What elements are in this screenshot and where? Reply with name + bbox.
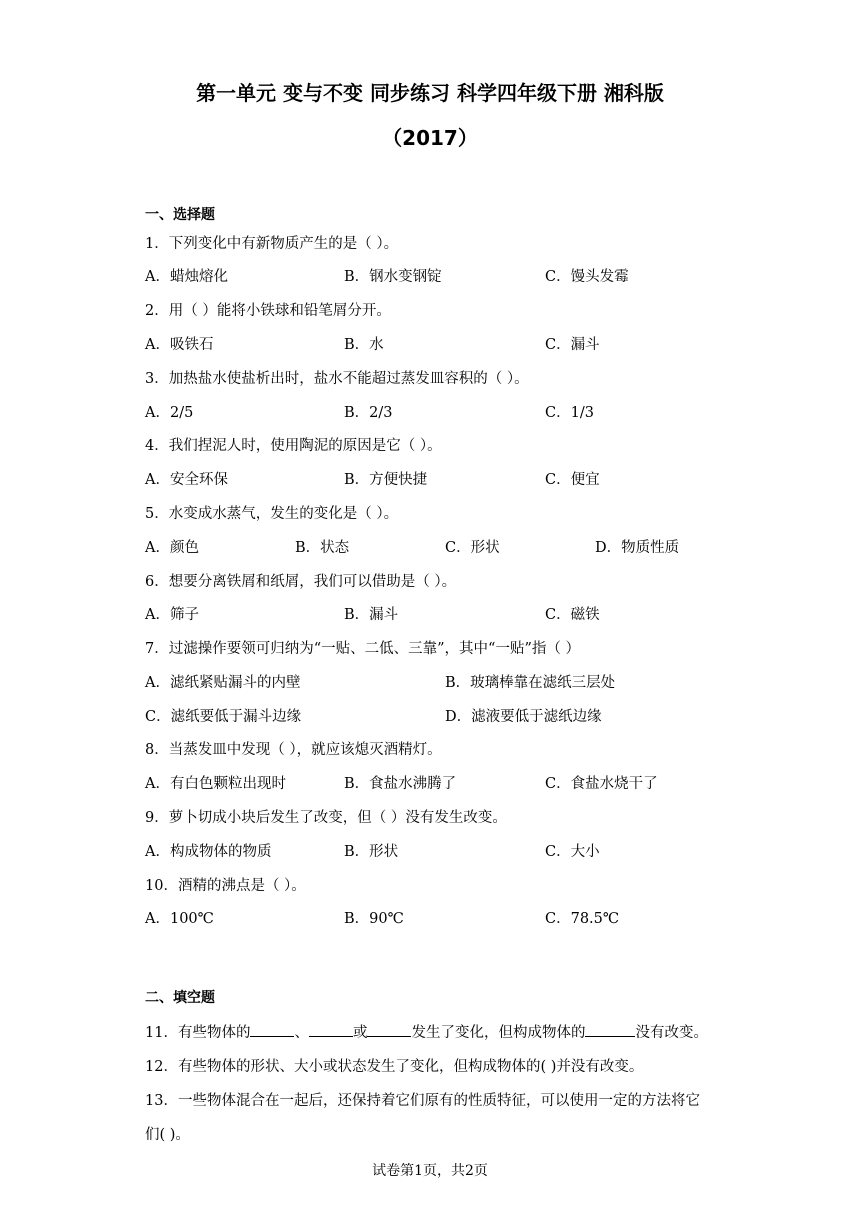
option-b: B．钢水变钢锭	[344, 269, 442, 285]
option-a: A．构成物体的物质	[145, 844, 272, 860]
answer-blank[interactable]	[585, 1021, 635, 1037]
option-a: A．颜色	[145, 540, 199, 556]
option-c: C．漏斗	[545, 337, 600, 353]
question-stem: 1．下列变化中有新物质产生的是（ ）。	[145, 236, 399, 252]
question-stem: 10．酒精的沸点是（ ）。	[145, 878, 306, 894]
option-a: A．蜡烛熔化	[145, 269, 228, 285]
answer-blank[interactable]	[250, 1021, 294, 1037]
option-a: A．100℃	[145, 911, 214, 927]
answer-blank[interactable]	[367, 1021, 411, 1037]
question-stem: 7．过滤操作要领可归纳为“一贴、二低、三靠”，其中“一贴”指（ ）	[145, 641, 580, 657]
fill-question-13: 13．一些物体混合在一起后，还保持着它们原有的性质特征，可以使用一定的方法将它	[145, 1093, 700, 1109]
section-fill-heading: 二、填空题	[145, 990, 215, 1006]
page-footer: 试卷第1页，共2页	[372, 1163, 488, 1179]
option-a: A．筛子	[145, 607, 199, 623]
option-a: A．2/5	[145, 405, 194, 421]
option-b: B．水	[344, 337, 384, 353]
q11-text-4: 发生了变化，但构成物体的	[411, 1025, 586, 1041]
question-stem: 6．想要分离铁屑和纸屑，我们可以借助是（ ）。	[145, 574, 457, 590]
question-stem: 3．加热盐水使盐析出时，盐水不能超过蒸发皿容积的（ ）。	[145, 371, 529, 387]
page-title-line1: 第一单元 变与不变 同步练习 科学四年级下册 湘科版	[196, 81, 664, 105]
question-stem: 8．当蒸发皿中发现（ ），就应该熄灭酒精灯。	[145, 742, 442, 758]
option-c: C．便宜	[545, 472, 600, 488]
q11-text-2: 、	[294, 1025, 309, 1041]
option-c: C．磁铁	[545, 607, 600, 623]
option-b: B．2/3	[344, 405, 393, 421]
question-stem: 5．水变成水蒸气，发生的变化是（ ）。	[145, 506, 399, 522]
option-a: A．吸铁石	[145, 337, 214, 353]
option-a: A．安全环保	[145, 472, 228, 488]
option-b: B．状态	[295, 540, 350, 556]
option-b: B．食盐水沸腾了	[344, 776, 457, 792]
option-c: C．食盐水烧干了	[545, 776, 658, 792]
question-stem: 9．萝卜切成小块后发生了改变，但（ ）没有发生改变。	[145, 810, 507, 826]
option-c: C．滤纸要低于漏斗边缘	[145, 709, 302, 725]
q11-text-3: 或	[352, 1025, 368, 1041]
option-a: A．有白色颗粒出现时	[145, 776, 286, 792]
answer-blank[interactable]	[309, 1021, 353, 1037]
fill-question-12: 12．有些物体的形状、大小或状态发生了变化，但构成物体的( )并没有改变。	[145, 1059, 644, 1075]
option-d: D．滤液要低于滤纸边缘	[445, 709, 602, 725]
option-b: B．漏斗	[344, 607, 399, 623]
section-choice-heading: 一、选择题	[145, 207, 215, 223]
option-b: B．玻璃棒靠在滤纸三层处	[445, 675, 616, 691]
q11-text-1: 11．有些物体的	[145, 1025, 251, 1041]
option-b: B．方便快捷	[344, 472, 428, 488]
option-c: C．大小	[545, 844, 600, 860]
option-a: A．滤纸紧贴漏斗的内壁	[145, 675, 301, 691]
option-c: C．形状	[445, 540, 500, 556]
fill-question-11	[145, 1021, 708, 1042]
option-b: B．90℃	[344, 911, 404, 927]
option-c: C．馒头发霉	[545, 269, 629, 285]
question-stem: 4．我们捏泥人时，使用陶泥的原因是它（ ）。	[145, 438, 442, 454]
page-title-line2: （2017）	[382, 126, 478, 150]
fill-question-13-cont: 们( )。	[145, 1127, 190, 1143]
q11-text-5: 没有改变。	[635, 1025, 708, 1041]
question-stem: 2．用（ ）能将小铁球和铅笔屑分开。	[145, 303, 391, 319]
option-c: C．78.5℃	[545, 911, 620, 927]
option-c: C．1/3	[545, 405, 594, 421]
option-d: D．物质性质	[595, 540, 680, 556]
option-b: B．形状	[344, 844, 399, 860]
